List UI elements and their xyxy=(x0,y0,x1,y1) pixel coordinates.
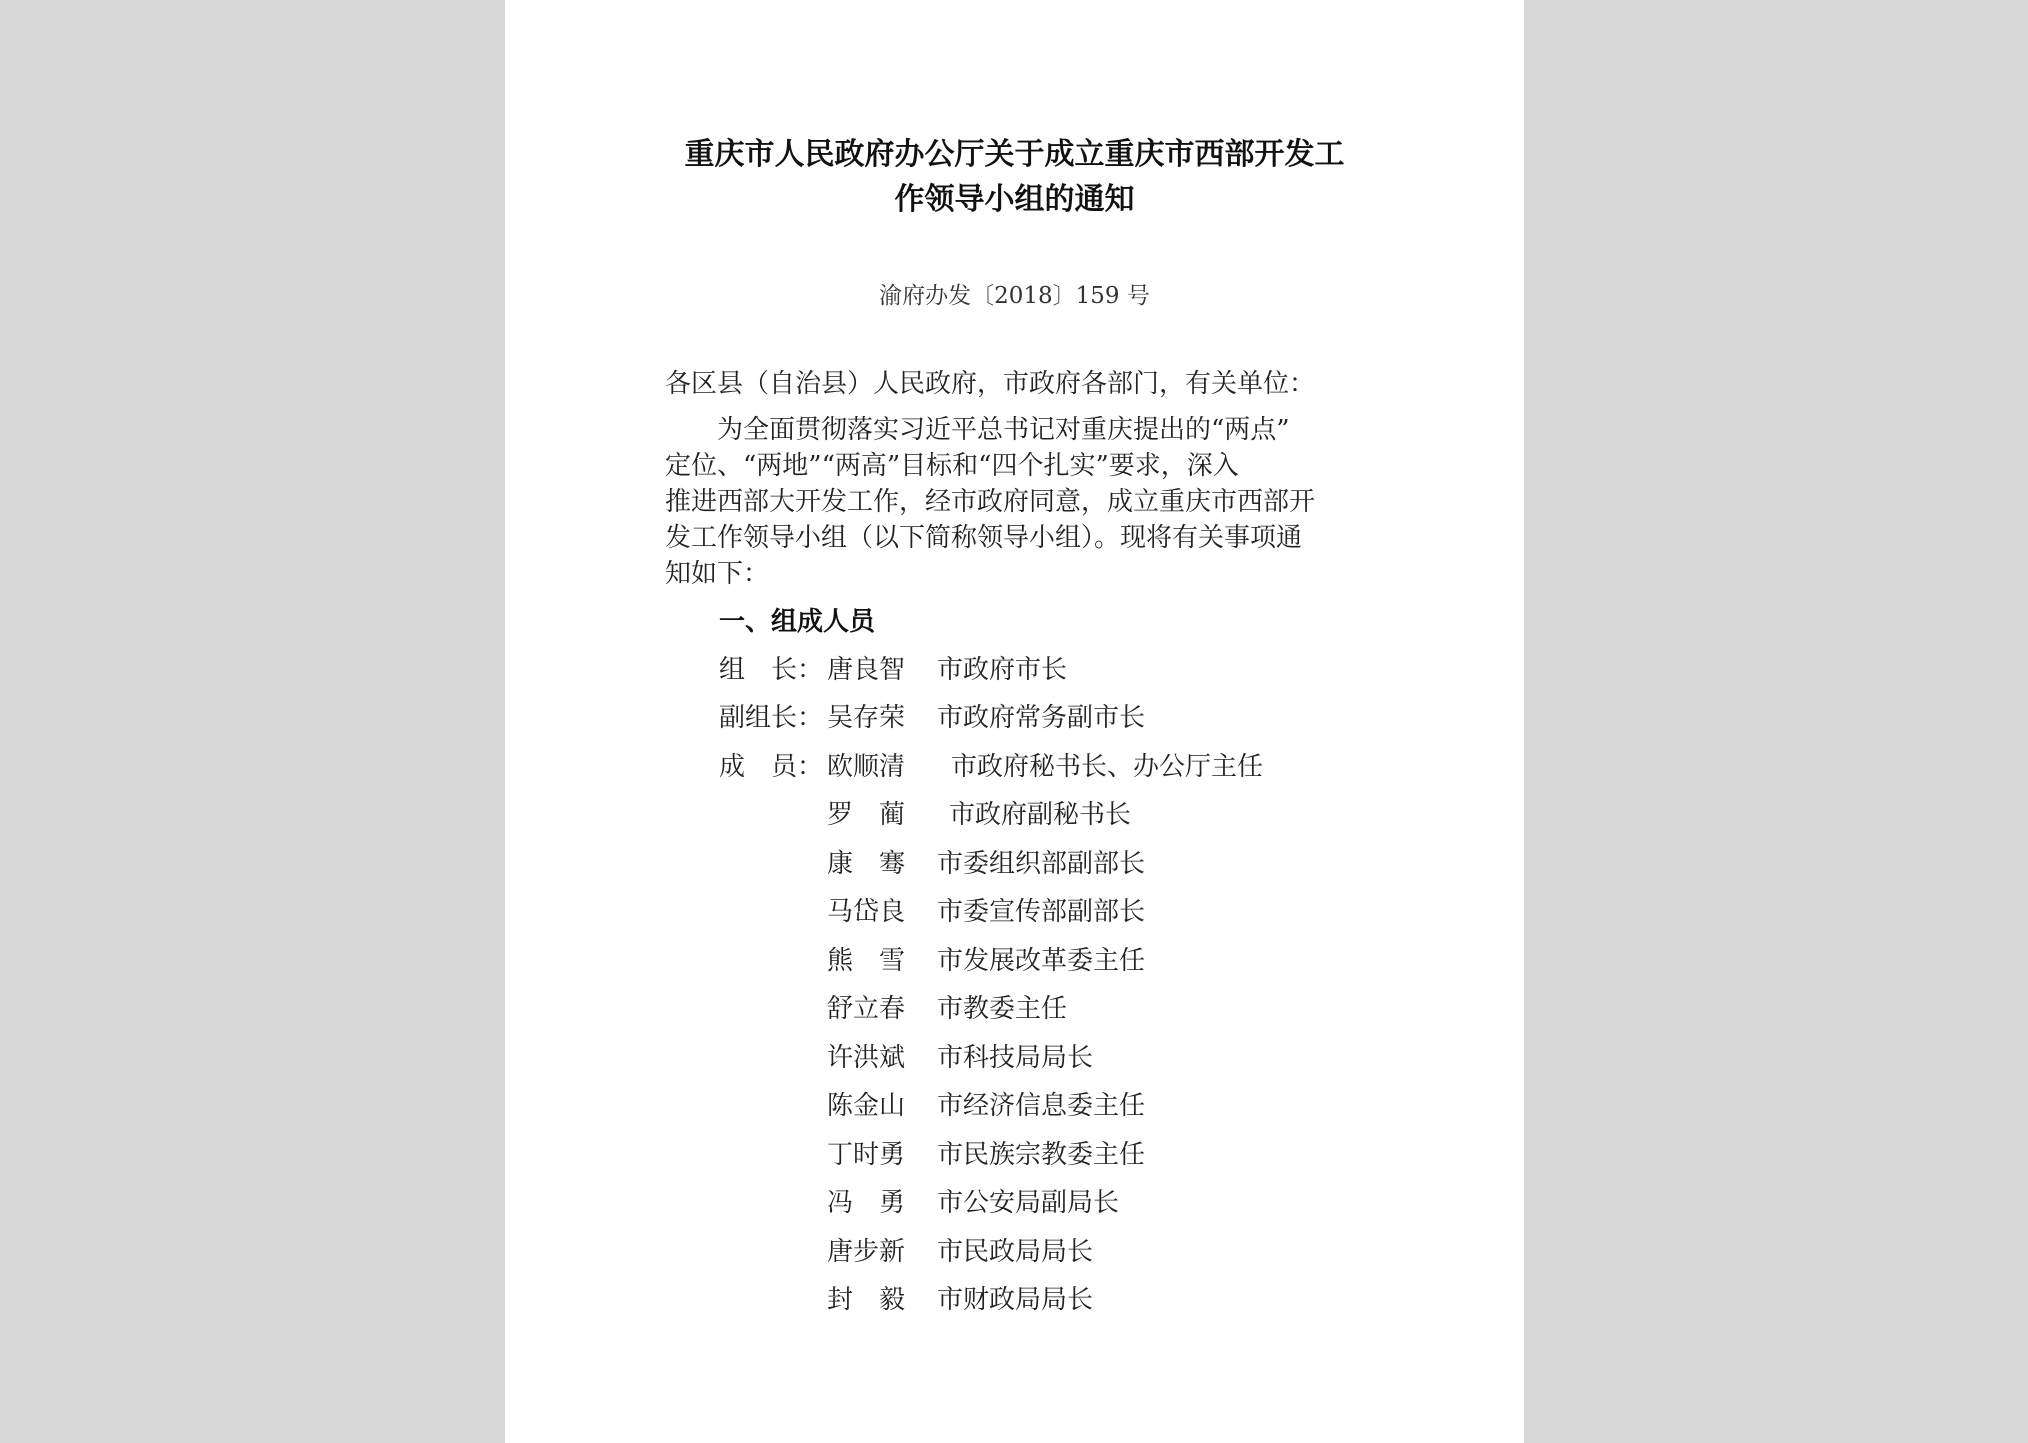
body-line: 推进西部大开发工作，经市政府同意，成立重庆市西部开 xyxy=(665,487,1316,517)
member-title: 市民族宗教委主任 xyxy=(937,1140,1146,1170)
member-title: 市经济信息委主任 xyxy=(937,1091,1146,1121)
member-title: 市政府副秘书长 xyxy=(949,800,1132,830)
member-name: 许洪斌 xyxy=(827,1043,906,1073)
member-role: 副组长： xyxy=(719,703,824,733)
member-name: 冯 勇 xyxy=(827,1188,906,1218)
member-title: 市发展改革委主任 xyxy=(937,946,1146,976)
member-name: 封 毅 xyxy=(827,1285,906,1315)
member-title: 市财政局局长 xyxy=(937,1285,1094,1315)
section-heading-members: 一、组成人员 xyxy=(719,607,876,637)
title-line-2: 作领导小组的通知 xyxy=(894,182,1135,217)
addressee-line: 各区县（自治县）人民政府，市政府各部门，有关单位： xyxy=(665,369,1316,399)
title-line-1: 重庆市人民政府办公厅关于成立重庆市西部开发工 xyxy=(684,137,1345,172)
member-name: 欧顺清 xyxy=(827,752,906,782)
member-role: 成 员： xyxy=(719,752,824,782)
document-title xyxy=(505,132,1524,222)
body-line: 为全面贯彻落实习近平总书记对重庆提出的“两点” xyxy=(717,415,1290,445)
member-role: 组 长： xyxy=(719,655,824,685)
member-name: 康 骞 xyxy=(827,849,906,879)
member-name: 唐良智 xyxy=(827,655,906,685)
body-line: 知如下： xyxy=(665,559,770,589)
member-title: 市公安局副局长 xyxy=(937,1188,1120,1218)
member-name: 马岱良 xyxy=(827,897,906,927)
member-title: 市科技局局长 xyxy=(937,1043,1094,1073)
member-name: 吴存荣 xyxy=(827,703,906,733)
document-page xyxy=(505,0,1524,1443)
member-title: 市委宣传部副部长 xyxy=(937,897,1146,927)
member-title: 市政府秘书长、办公厅主任 xyxy=(951,752,1264,782)
body-paragraph xyxy=(665,412,1365,592)
member-name: 丁时勇 xyxy=(827,1140,906,1170)
body-line: 定位、“两地”“两高”目标和“四个扎实”要求，深入 xyxy=(665,451,1239,481)
member-title: 市教委主任 xyxy=(937,994,1068,1024)
document-number: 渝府办发〔2018〕159 号 xyxy=(879,283,1150,309)
member-title: 市政府市长 xyxy=(937,655,1068,685)
member-name: 唐步新 xyxy=(827,1237,906,1267)
member-name: 舒立春 xyxy=(827,994,906,1024)
member-title: 市政府常务副市长 xyxy=(937,703,1146,733)
member-name: 罗 蔺 xyxy=(827,800,906,830)
member-name: 陈金山 xyxy=(827,1091,906,1121)
body-line: 发工作领导小组（以下简称领导小组）。现将有关事项通 xyxy=(665,523,1303,553)
member-title: 市委组织部副部长 xyxy=(937,849,1146,879)
member-title: 市民政局局长 xyxy=(937,1237,1094,1267)
member-name: 熊 雪 xyxy=(827,946,906,976)
